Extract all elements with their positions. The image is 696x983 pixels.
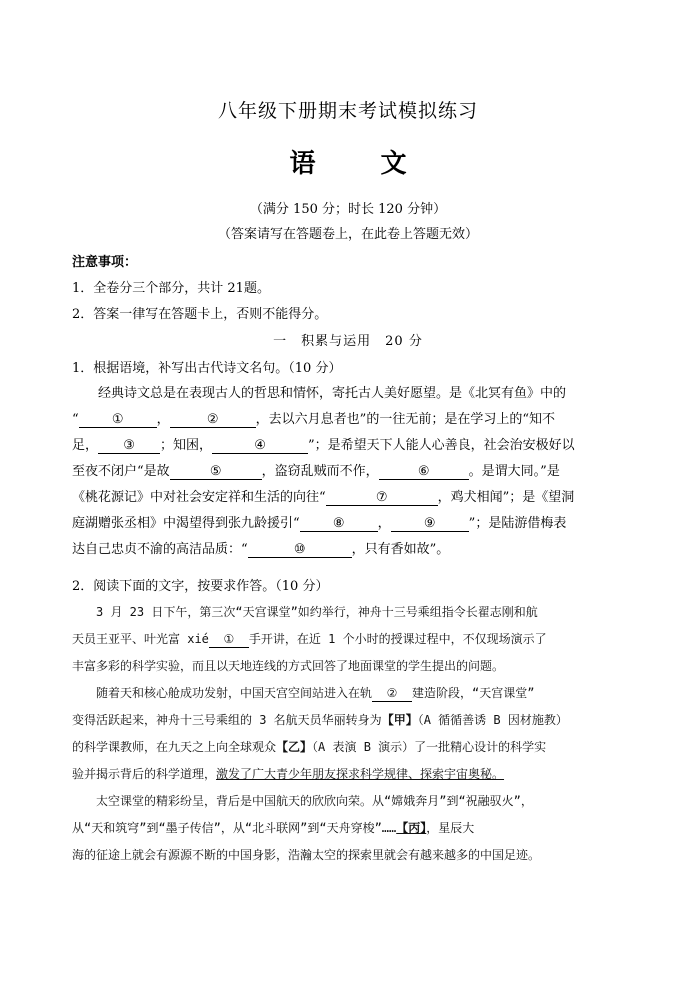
notes-item-2: 2．答案一律写在答题卡上，否则不能得分。: [72, 307, 328, 322]
q2-passage: [72, 599, 632, 869]
text: 建造阶段，“天宫课堂”: [412, 686, 535, 700]
blank-1: [79, 412, 157, 428]
text: ”；是希望天下人能人心善良，社会治安极好以: [308, 438, 575, 453]
q2-line-2: [72, 626, 632, 653]
text: 验并揭示背后的科学道理，: [72, 767, 217, 781]
score-info: （满分 150 分；时长 120 分钟）: [249, 202, 447, 217]
answer-note: （答案请写在答题卷上，在此卷上答题无效）: [217, 227, 478, 242]
notes-heading: 注意事项：: [72, 255, 138, 270]
text: 足，: [72, 438, 99, 453]
text: （A 循循善诱 B 因材施教）: [417, 713, 568, 727]
blank-7: [326, 490, 438, 506]
exam-title: 八年级下册期末考试模拟练习: [217, 100, 478, 122]
blank-mark: ⑥: [417, 464, 430, 479]
q2-line-9: [72, 815, 632, 842]
q2-line-4: [72, 680, 632, 707]
text: 从“天和筑穹”到“墨子传信”，从“北斗联网”到“天舟穿梭”……: [72, 821, 397, 835]
text: 变得活跃起来，神舟十三号乘组的 3 名航天员华丽转身为: [72, 713, 382, 727]
notes-item-1: 1．全卷分三个部分，共计 21题。: [72, 281, 270, 296]
q2-line-7: [72, 761, 632, 788]
subject-title: 语 文: [289, 149, 435, 179]
q1-line-7: [72, 537, 632, 563]
underlined-sentence: 激发了广大青少年朋友探求科学规律、探索宇宙奥秘。: [216, 767, 505, 781]
q1-line-6: [72, 511, 632, 537]
text: 手开讲，在近 1 个小时的授课过程中，不仅现场演示了: [248, 632, 547, 646]
blank-mark: ⑤: [209, 464, 222, 479]
q1-passage: [72, 381, 632, 563]
q1-stem: 1．根据语境，补写出古代诗文名句。（10 分）: [72, 361, 342, 376]
text: 随着天和核心舱成功发射，中国天宫空间站进入在轨: [96, 686, 373, 700]
q1-line-4: [72, 459, 632, 485]
text: 的科学课教师，在九天之上向全球观众: [72, 740, 277, 754]
text: ，: [377, 516, 391, 531]
blank-mark: ⑩: [293, 542, 306, 557]
blank-9: [391, 516, 469, 532]
blank-4: [212, 438, 308, 454]
q1-line-1: 经典诗文总是在表现古人的哲思和情怀，寄托古人美好愿望。是《北冥有鱼》中的: [98, 386, 567, 401]
blank-6: [379, 464, 469, 480]
q2-line-3: 丰富多彩的科学实验，而且以天地连线的方式回答了地面课堂的学生提出的问题。: [72, 659, 505, 673]
blank-8: [300, 516, 378, 532]
section-title: 一 积累与运用 20 分: [273, 334, 423, 349]
text: ，盗窃乱贼而不作，: [261, 464, 379, 479]
text: 。是谓大同。”是: [468, 464, 560, 479]
text: ，只有香如故”。: [351, 542, 450, 557]
text: ，星辰大: [426, 821, 475, 835]
q2-blank-2: [372, 686, 412, 702]
q1-line-5: [72, 485, 632, 511]
blank-mark: ③: [123, 438, 135, 453]
blank-mark: ①: [111, 412, 124, 427]
q2-line-6: [72, 734, 632, 761]
blank-2: [170, 412, 256, 428]
blank-bing: 【丙】: [396, 821, 427, 835]
blank-mark: ⑨: [423, 516, 436, 531]
text: ”；是陆游借梅表: [468, 516, 567, 531]
blank-mark: ②: [386, 686, 398, 700]
blank-5: [170, 464, 262, 480]
blank-mark: ①: [223, 632, 235, 646]
q2-line-1: 3 月 23 日下午，第三次“天宫课堂”如约举行，神舟十三号乘组指令长翟志刚和航: [96, 605, 538, 619]
q1-line-2: [72, 407, 632, 433]
text: （A 表演 B 演示）了一批精心设计的科学实: [312, 740, 547, 754]
text: 达自己忠贞不渝的高洁品质：“: [72, 542, 248, 557]
text: 天员王亚平、叶光富 xié: [72, 632, 209, 646]
text: ；知困，: [160, 438, 213, 453]
text: ，鸡犬相闻”；是《望洞: [437, 490, 575, 505]
text: 至夜不闭户“是故: [72, 464, 170, 479]
text: ，去以六月息者也”的一往无前；是在学习上的“知不: [255, 412, 555, 427]
blank-mark: ⑧: [332, 516, 345, 531]
text: 庭湖赠张丞相》中渴望得到张九龄援引“: [72, 516, 300, 531]
blank-3: [98, 438, 160, 454]
q1-line-3: [72, 433, 632, 459]
q2-blank-1: [209, 632, 249, 648]
blank-mark: ⑦: [375, 490, 388, 505]
q2-line-10: 海的征途上就会有源源不断的中国身影，浩瀚太空的探索里就会有越来越多的中国足迹。: [72, 848, 541, 862]
blank-jia: 【甲】: [381, 713, 418, 727]
blank-10: [248, 542, 352, 558]
text: “: [72, 412, 79, 427]
blank-yi: 【乙】: [276, 740, 313, 754]
text: 《桃花源记》中对社会安定祥和生活的向往“: [72, 490, 326, 505]
q2-stem: 2．阅读下面的文字，按要求作答。（10 分）: [72, 579, 329, 594]
text: ，: [156, 412, 170, 427]
blank-mark: ②: [206, 412, 219, 427]
blank-mark: ④: [254, 438, 266, 453]
q2-line-5: [72, 707, 632, 734]
q2-line-8: 太空课堂的精彩纷呈，背后是中国航天的欣欣向荣。从“嫦娥奔月”到“祝融驭火”，: [96, 794, 533, 808]
